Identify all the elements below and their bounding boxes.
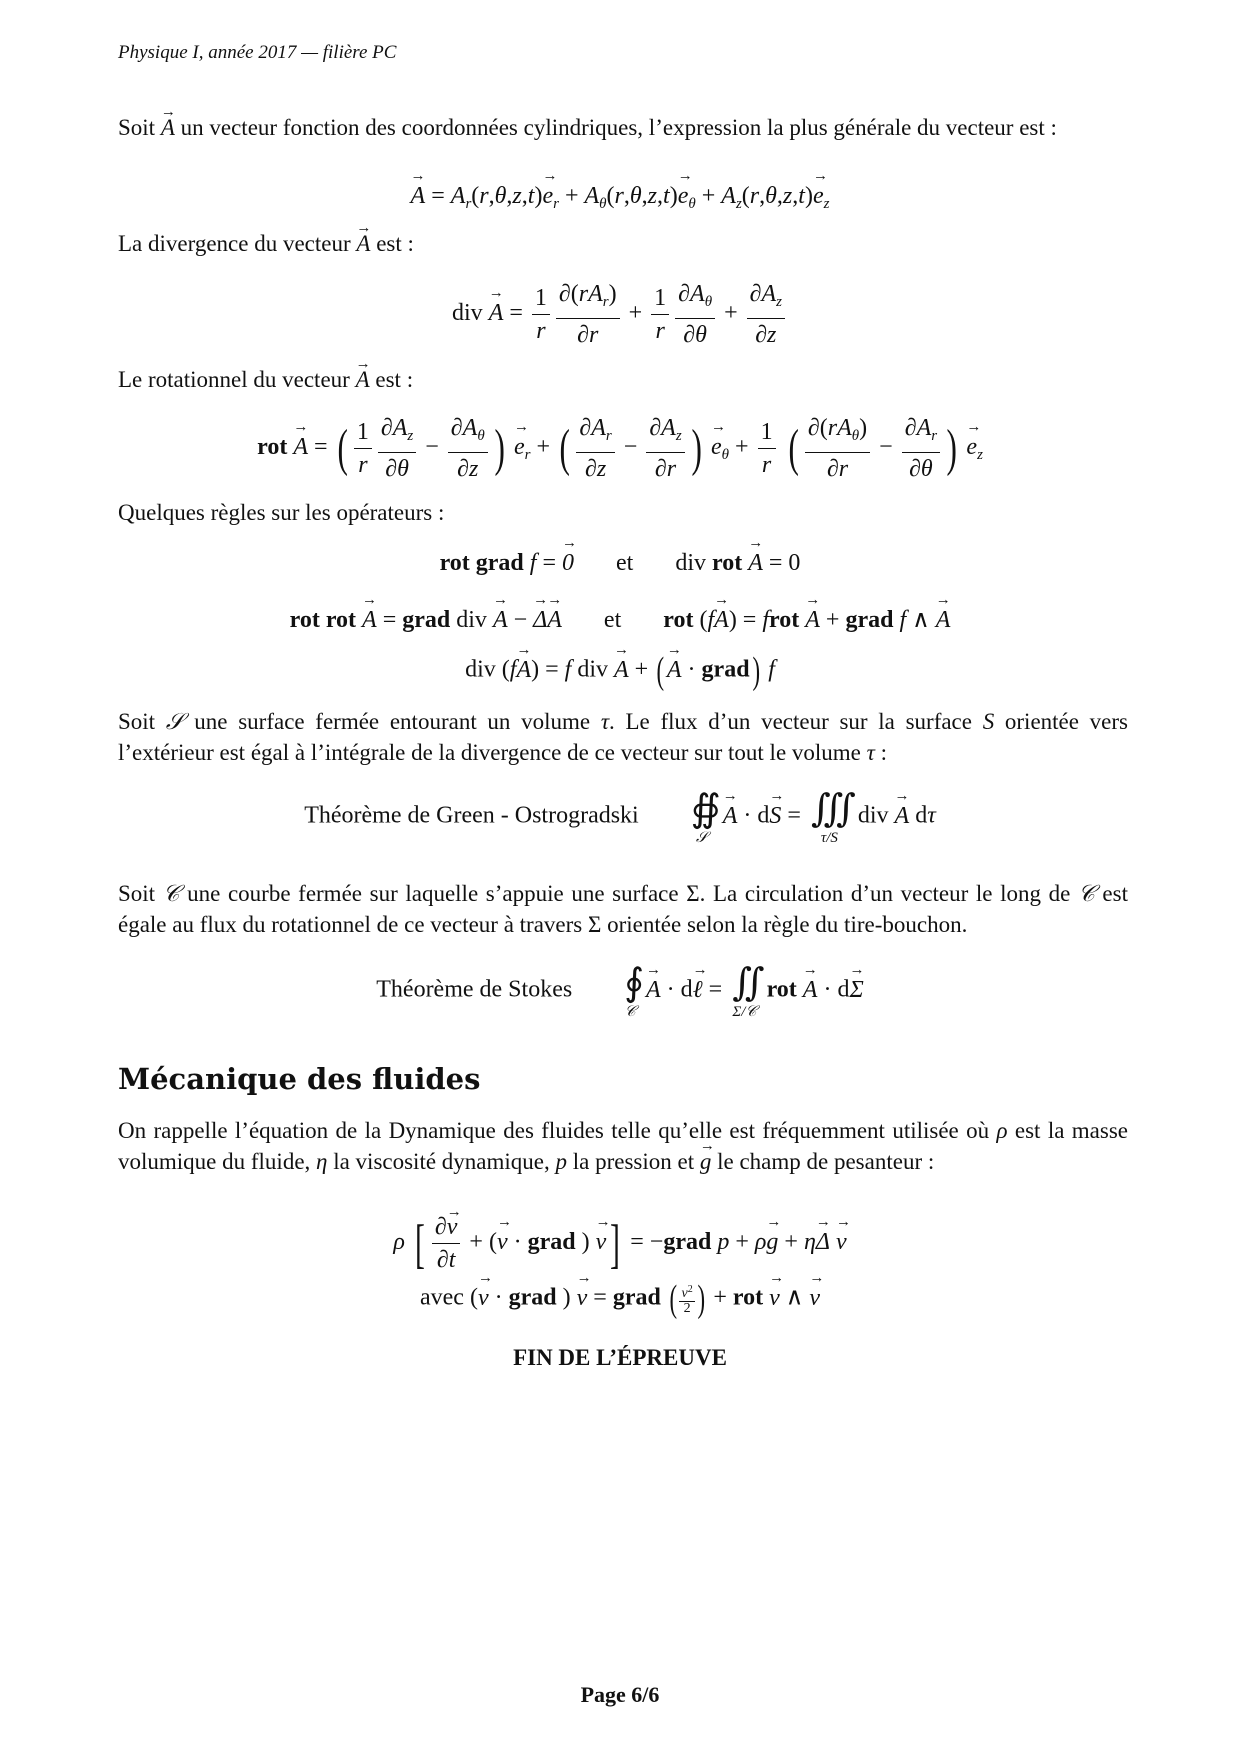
running-header: Physique I, année 2017 — filière PC [118, 42, 397, 63]
paragraph-flux: Soit 𝒮 une surface fermée entourant un volume τ. Le flux d’un vecteur sur la surface S orientée vers l’extérieur est égal à l’intégrale de la divergence de ce vecteur sur tout le volume τ : [118, 709, 1128, 765]
equation-rule-2: rot rot → A = grad div → A − → Δ→ A et rot (f→ A) = frot → A + grad f ∧ → A [0, 605, 1240, 634]
paragraph-operator-rules: Quelques règles sur les opérateurs : [118, 500, 445, 525]
equation-divergence: div → A = $\frac{1}{r}$ $\frac{\partial(rA_r)}{\partial r}$ + $\frac{1}{r}$ $\frac{\partial A_\theta}{\partial\theta}$ + $\frac{\partial A_z}{\partial z}$ [0, 280, 1240, 349]
equation-advection-identity: avec (→ v · grad ) → v = grad ( $\frac{v^2}{2}$ ) + rot → v ∧ → v [0, 1280, 1240, 1318]
equation-green-ostrogradski: Théorème de Green - Ostrogradski ∯ 𝒮 → A · d→ S = ∭ τ/S div → A dτ [0, 788, 1240, 846]
equation-rule-1: rot grad f = → 0 et div rot → A = 0 [0, 550, 1240, 577]
paragraph-divergence: La divergence du vecteur → A est : [118, 228, 1128, 259]
theorem-stokes-label: Théorème de Stokes [376, 976, 573, 1003]
page-number: Page 6/6 [580, 1682, 660, 1707]
equation-curl: rot → A = ( $\frac{1}{r}$ $\frac{\partial A_z}{\partial\theta}$ − $\frac{\partial A_\theta}{\partial z}$ ) → $e_r$ + ( $\frac{\partial A_r}{\partial z}$ − $\frac{\partial A_z}{\partial r}$ ) → $e_\theta$ + $\frac{1}{r}$ ( $\frac{\partial(rA_\theta)}{\partial r}$ − $\frac{\partial A_r}{\partial\theta}$ ) → $e_z$ [0, 414, 1240, 483]
paragraph-fluid-dynamics: On rappelle l’équation de la Dynamique des fluides telle qu’elle est fréquemment utilisée où ρ est la masse volumique du fluide, η la viscosité dynamique, p la pression et → g le champ de pesanteur : [118, 1115, 1128, 1177]
paragraph-curl: Le rotationnel du vecteur → A est : [118, 364, 1128, 395]
equation-rule-3: div (f→ A) = f div → A + (→ A · grad) f [0, 652, 1240, 690]
section-title: Mécanique des fluides [118, 1062, 481, 1096]
end-of-exam: FIN DE L’ÉPREUVE [513, 1345, 727, 1370]
paragraph-vector-definition: Soit → A un vecteur fonction des coordonnées cylindriques, l’expression la plus générale du vecteur est : [118, 112, 1128, 143]
equation-stokes: Théorème de Stokes ∮ 𝒞 → A · d→ ℓ = ∬ Σ/𝒞 rot → A · d→ Σ [0, 962, 1240, 1020]
equation-vector-expression: → $A = A_r(r,\theta,z,t)\to e_r + A_\theta(r,\theta,z,t)\to e_\theta + A_z(r,\theta,z,t)\to e_z$ [0, 183, 1240, 213]
theorem-green-label: Théorème de Green - Ostrogradski [304, 802, 639, 829]
paragraph-circulation: Soit 𝒞 une courbe fermée sur laquelle s’appuie une surface Σ. La circulation d’un vecteur le long de 𝒞 est égale au flux du rotationnel de ce vecteur à travers Σ orientée selon la règle du tire-bouchon. [118, 881, 1128, 937]
equation-navier-stokes: ρ [ $\frac{\partial\to v}{\partial t}$ + (→ v · grad ) → v] = −grad p + ρ→ g + η→ Δ → v [0, 1213, 1240, 1274]
